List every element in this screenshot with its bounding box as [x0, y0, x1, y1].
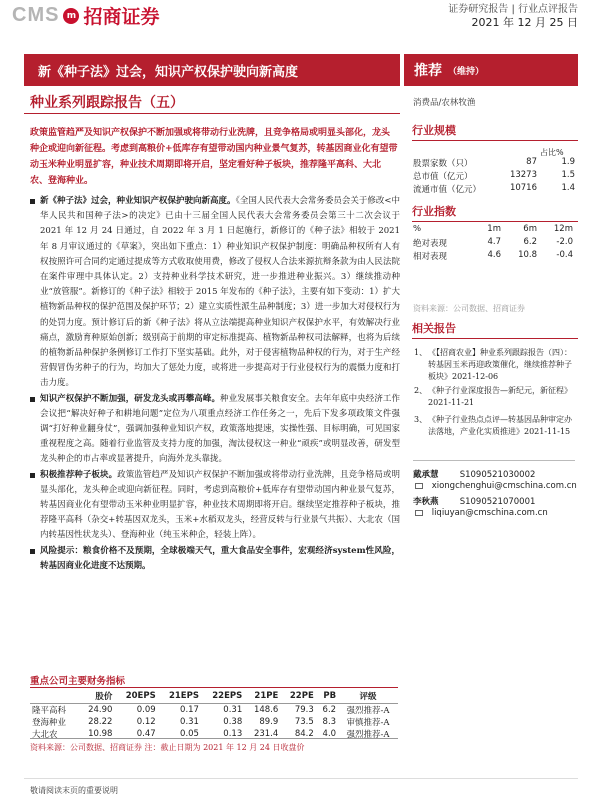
column-header: 评级: [338, 689, 398, 704]
table-cell: 强烈推荐-A: [346, 730, 390, 740]
column-header: 股价: [78, 689, 114, 704]
related-report-text: 《种子行业深度报告—新纪元，新征程》2021-11-21: [428, 386, 572, 407]
fin-table-title: 重点公司主要财务指标: [30, 676, 126, 687]
table-cell: 79.3: [294, 705, 314, 715]
point-item: [30, 544, 400, 574]
email-icon: [415, 510, 423, 516]
index-value: -2.0: [556, 237, 573, 247]
related-report-text: 《【招商农业】种业系列跟踪报告（四）：转基因玉米再迎政策催化，继续推荐种子板块》2021-12-06: [428, 348, 572, 381]
scale-pct: 1.5: [561, 170, 575, 180]
email-icon: [415, 483, 423, 489]
footer-note: 敬请阅读末页的重要说明: [30, 786, 118, 795]
scale-pct: 1.9: [561, 157, 575, 167]
column-header: 22PE: [280, 689, 315, 704]
divider: [412, 221, 578, 222]
table-source: 资料来源：公司数据、招商证券 注：截止日期为 2021 年 12 月 24 日收盘价: [30, 743, 305, 752]
divider: [30, 738, 398, 739]
table-cell: 6.2: [322, 705, 337, 715]
bullet-icon: [30, 473, 35, 478]
logo-cn: 招商证券: [83, 6, 160, 28]
analyst-2-email: [413, 508, 548, 518]
scale-value: 87: [526, 157, 537, 167]
bullet-icon: [30, 549, 35, 554]
analyst-email[interactable]: xiongchenghui@cmschina.com.cn: [431, 481, 577, 491]
point-head: 知识产权保护不断加强，研发龙头或再攀高峰。: [40, 393, 221, 404]
rating-box: [404, 54, 578, 86]
divider: [24, 778, 578, 779]
abstract: 政策监管趋严及知识产权保护不断加强或将带动行业洗牌，且竞争格局或明显头部化，龙头种企或迎向新征程。考虑到高粮价+低库存有望带动国内种业景气复苏，转基因商业化有望带动玉米种业明显扩容，种业技术周期即将开启，坚定看好种子板块，推荐隆平高科、大北农、登海种业。: [30, 128, 398, 186]
divider: [24, 113, 400, 114]
bullet-icon: [30, 199, 35, 204]
scale-row: [413, 183, 575, 195]
page-header: [0, 0, 600, 48]
fin-table: [30, 689, 398, 740]
scale-value: 10716: [509, 183, 537, 193]
index-label: 绝对表现: [413, 239, 448, 249]
index-value: 10.8: [518, 250, 537, 260]
related-report-item: 1、 《【招商农业】种业系列跟踪报告（四）：转基因玉米再迎政策催化，继续推荐种子板块》2021-12-06: [416, 347, 576, 383]
report-title: 新《种子法》过会，知识产权保护驶向新高度: [24, 54, 400, 86]
index-label: 相对表现: [413, 252, 448, 262]
index-col-header: 12m: [553, 224, 573, 234]
analyst-1-email: [413, 481, 577, 491]
point-body: 政策监管趋严及知识产权保护不断加强或将带动行业洗牌，且竞争格局或明显头部化，龙头种企或迎向新征程。同时，考虑到高粮价+低库存有望带动国内种业景气复苏，转基因商业化有望带动玉米种业明显扩容，种业技术周期即将开启。继续坚定推荐种子板块，推荐隆平高科（杂交+转基因双龙头，玉米+水稻双龙头，经营反转与行业景气共振）、大北农（国内转基因性状龙头）、登海种业（纯玉米种企，轻装上阵）。: [40, 469, 400, 541]
table-cell: 231.4: [253, 729, 279, 739]
table-cell: 隆平高科: [32, 706, 67, 716]
rating-sub: （维持）: [448, 66, 485, 77]
table-cell: 10.98: [88, 729, 113, 739]
table-cell: 73.5: [294, 717, 314, 727]
table-cell: 84.2: [294, 729, 314, 739]
index-col-header: %: [413, 224, 422, 234]
index-header-row: [413, 224, 575, 234]
analyst-name: 李秋燕: [413, 497, 439, 507]
table-cell: 0.31: [223, 705, 243, 715]
point-body: 《全国人民代表大会常务委员会关于修改<中华人民共和国种子法>的决定》已由十三届全国人民代表大会常务委员会第三十二次会议于 2021 年 12 月 24 日通过，自 2022 年 3 月 1 日起施行，新修订的《种子法》相较于 2021 年 8 月审议通过的《草案》，突出如下重点：1）种业知识产权保护制度：明确品种权所有人有权按照许可合同约定通过提成等方式收取使用费，修改了侵权人合法来源抗辩条款为由人民法院在案件审理中具体认定。2）支持种业科学技术研究，进一步推进种业振兴。3）继续推动种业“放管服”。新修订的《种子法》相较于 2015 年发布的《种子法》，主要有如下变动：1）扩大植物新品种权的保护范围及保护环节；2）建立实质性派生品种制度；3）进一步加大对侵权行为的处罚力度。预计修订后的新《种子法》将从立法端提高种业知识产权保护水平，有效解决行业痛点，激励育种原始创新；级别高于前期的审定标准提高、植物新品种权司法解释，也将为后续的植物新品种保护条例修订工作打下坚实基础。此外，对于侵害植物品种权的行为，对于生产经营假冒伪劣种子的行为，均加大了惩处力度，或将进一步提高对于行业侵权行为的震慑力度和打击力度。: [40, 196, 400, 389]
index-value: 4.6: [487, 250, 501, 260]
index-row: [413, 237, 575, 249]
point-item: [30, 468, 400, 544]
index-value: -0.4: [556, 250, 573, 260]
point-body: 种业发展事关粮食安全。去年年底中央经济工作会议把“解决好种子和耕地问题”定位为八项重点经济工作任务之一，先后下发多项政策文件强调“打好种业翻身仗”，强调加强种业知识产权，政策落地提速，实操性强、目标明确，可见国家重视程度之高。随着行业监管及支持力度的加强，淘汰侵权这一种业“顽疾”或明显改善，研发型龙头种企的市占率或显著提升，向海外龙头靠拢。: [40, 393, 400, 465]
related-report-item: 3、 《种子行业热点点评—转基因品种审定办法落地，产业化实质推进》2021-11-15: [416, 414, 576, 438]
table-cell: 0.12: [136, 717, 156, 727]
report-date: 2021 年 12 月 25 日: [471, 16, 578, 29]
table-cell: 0.17: [180, 705, 199, 715]
table-cell: 强烈推荐-A: [346, 706, 390, 716]
scale-label: 流通市值（亿元）: [413, 185, 482, 195]
key-points: [30, 194, 400, 574]
table-cell: 登海种业: [32, 718, 67, 728]
related-reports-title: 相关报告: [412, 322, 456, 335]
scale-label: 股票家数（只）: [413, 159, 473, 169]
table-cell: 0.47: [136, 729, 156, 739]
table-cell: 89.9: [259, 717, 279, 727]
divider: [30, 687, 398, 688]
point-item: [30, 392, 400, 468]
cms-logo: [12, 2, 159, 29]
analyst-id: S1090521030002: [459, 470, 536, 480]
index-source: 资料来源：公司数据、招商证券: [413, 304, 525, 313]
logo-mark-icon: m: [63, 8, 79, 24]
point-head: 新《种子法》过会，种业知识产权保护驶向新高度。: [40, 196, 236, 206]
analyst-email[interactable]: liqiuyan@cmschina.com.cn: [431, 508, 548, 518]
industry-index-title: 行业指数: [412, 205, 456, 218]
index-col-header: 1m: [487, 224, 501, 234]
scale-label: 总市值（亿元）: [413, 172, 473, 182]
scale-col-header: 占比%: [540, 148, 564, 157]
index-row: [413, 250, 575, 262]
table-cell: 24.90: [88, 705, 113, 715]
analyst-name: 戴承慧: [413, 470, 439, 480]
table-cell: 0.13: [223, 729, 243, 739]
analyst-2: [413, 495, 535, 507]
table-cell: 0.05: [180, 729, 199, 739]
point-head: 积极推荐种子板块。: [40, 469, 118, 480]
table-row: [30, 716, 398, 728]
related-report-item: 2、 《种子行业深度报告—新纪元，新征程》2021-11-21: [416, 385, 576, 409]
table-cell: 4.0: [322, 729, 337, 739]
divider: [412, 338, 578, 339]
related-report-text: 《种子行业热点点评—转基因品种审定办法落地，产业化实质推进》2021-11-15: [428, 415, 572, 436]
table-row: [30, 704, 398, 717]
industry-scale-title: 行业规模: [412, 124, 456, 137]
column-header: 22EPS: [201, 689, 244, 704]
table-cell: 28.22: [88, 717, 113, 727]
scale-row: [413, 157, 575, 169]
point-item: [30, 194, 400, 392]
table-cell: 148.6: [253, 705, 279, 715]
rating-label: 推荐: [414, 63, 442, 79]
report-subtitle: 种业系列跟踪报告（五）: [30, 95, 184, 111]
table-cell: 0.38: [223, 717, 243, 727]
sector-label: 消费品/农林牧渔: [413, 98, 476, 108]
report-type: 证券研究报告 | 行业点评报告: [448, 4, 578, 15]
column-header: 21PE: [244, 689, 280, 704]
divider: [412, 140, 578, 141]
scale-row: [413, 170, 575, 182]
table-cell: 审慎推荐-A: [346, 718, 390, 728]
divider: [413, 460, 575, 461]
table-cell: 8.3: [322, 717, 337, 727]
index-value: 6.2: [523, 237, 537, 247]
column-header: 21EPS: [158, 689, 201, 704]
column-header: PB: [316, 689, 338, 704]
table-header-row: [30, 689, 398, 704]
column-header: 20EPS: [114, 689, 157, 704]
scale-pct: 1.4: [561, 183, 575, 193]
point-head: 风险提示：粮食价格不及预期，全球极端天气，重大食品安全事件，宏观经济system性风险，转基因商业化进度不达预期。: [40, 545, 400, 571]
index-col-header: 6m: [523, 224, 537, 234]
analyst-1: [413, 468, 535, 480]
logo-en: CMS: [12, 4, 60, 26]
analyst-id: S1090521070001: [459, 497, 536, 507]
column-header: [30, 689, 78, 704]
table-cell: 0.09: [136, 705, 156, 715]
table-cell: 大北农: [32, 730, 58, 740]
bullet-icon: [30, 397, 35, 402]
table-cell: 0.31: [180, 717, 199, 727]
scale-value: 13273: [509, 170, 537, 180]
index-value: 4.7: [487, 237, 501, 247]
